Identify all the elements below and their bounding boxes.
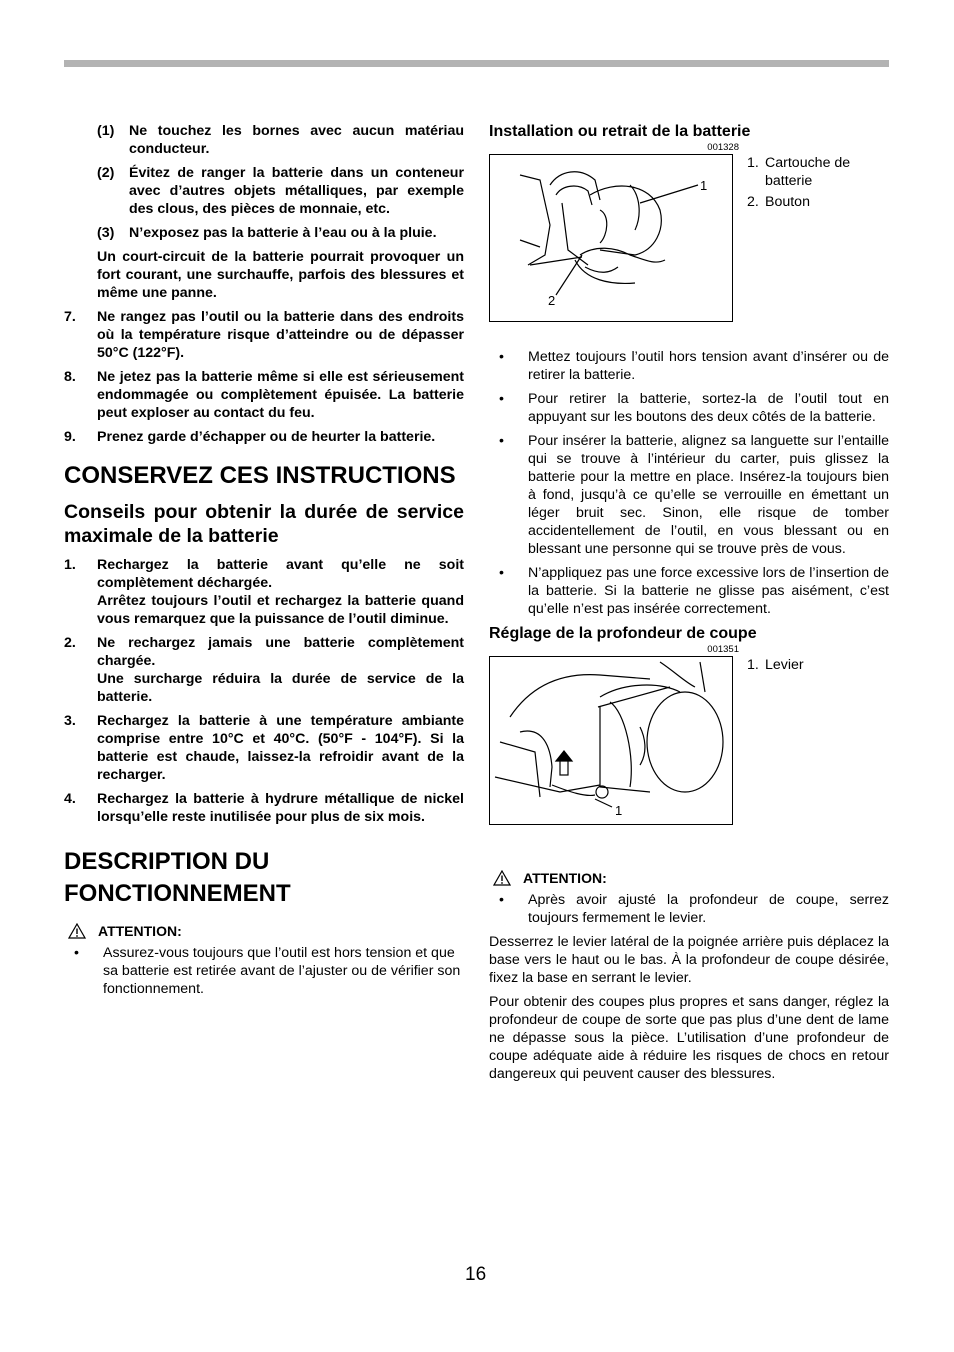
callout-2: 2 <box>548 293 556 308</box>
item-text: Ne rangez pas l’outil ou la batterie dans des endroits où la température risque d’atteindre ou de dépasser 50°C (122°F). <box>97 309 464 361</box>
list-item <box>64 634 464 706</box>
item-text <box>97 634 464 706</box>
warning-icon <box>68 923 86 939</box>
figure-row <box>489 656 889 825</box>
install-heading: Installation ou retrait de la batterie <box>489 123 751 140</box>
legend-number: 2. <box>747 194 759 210</box>
list-item <box>64 368 464 422</box>
bullet-icon: • <box>499 565 504 581</box>
figure-row <box>489 154 889 322</box>
attention-text: ATTENTION: <box>98 923 182 939</box>
list-item <box>64 944 464 998</box>
list-item <box>97 224 464 242</box>
legend-item <box>747 193 875 211</box>
list-item <box>64 556 464 628</box>
figure-code: 001351 <box>707 644 739 655</box>
short-circuit-note: Un court-circuit de la batterie pourrait provoquer un fort courant, une surchauffe, parfois des blessures et même une panne. <box>97 249 464 301</box>
bullet-icon: • <box>499 433 504 449</box>
list-item <box>489 348 889 384</box>
item-number: (2) <box>97 165 115 181</box>
item-text: Rechargez la batterie à une température ambiante comprise entre 10°C et 40°C. (50°F - 104°F). Si la batterie est chaude, laissez-la refroidir avant de la recharger. <box>97 713 464 783</box>
item-text: Assurez-vous toujours que l’outil est hors tension et que sa batterie est retirée avant de l’ajuster ou de vérifier son fonctionnement. <box>103 945 461 997</box>
item-text: Mettez toujours l’outil hors tension avant d’insérer ou de retirer la batterie. <box>528 349 889 383</box>
item-text: Rechargez la batterie à hydrure métallique de nickel lorsqu’elle reste inutilisée pour plus de six mois. <box>97 791 464 825</box>
bullet-icon: • <box>499 892 504 908</box>
bullet-icon: • <box>499 349 504 365</box>
item-number: 9. <box>64 429 76 445</box>
page-number: 16 <box>465 1264 487 1285</box>
item-text: Évitez de ranger la batterie dans un conteneur avec d’autres objets métalliques, par exemple des clous, des pièces de monnaie, etc. <box>129 165 464 217</box>
depth-figure <box>489 656 733 825</box>
callout-1: 1 <box>700 178 708 193</box>
figure-legend <box>747 656 804 825</box>
right-column <box>489 122 889 1089</box>
bullet-icon: • <box>499 391 504 407</box>
paragraph: Pour obtenir des coupes plus propres et sans danger, réglez la profondeur de coupe de sorte que pas plus d’une dent de lame ne dépasse sous la pièce. L’utilisation d’une profondeur de coupe adéquate aide à réduire les risques de chocs en retour dangereux qui peuvent causer des blessures. <box>489 994 889 1082</box>
item-number: (1) <box>97 123 115 139</box>
list-item <box>97 122 464 158</box>
item-text-extra: Arrêtez toujours l’outil et rechargez la batterie quand vous remarquez que la puissance de l’outil diminue. <box>97 593 464 627</box>
heading-conservez: CONSERVEZ CES INSTRUCTIONS <box>64 462 456 489</box>
paragraph: Desserrez le levier latéral de la poignée arrière puis déplacez la base vers le haut ou le bas. À la profondeur de coupe désirée, fixez la base en serrant le levier. <box>489 934 889 986</box>
item-number: 7. <box>64 309 76 325</box>
figure-code: 001328 <box>707 142 739 153</box>
legend-number: 1. <box>747 657 759 673</box>
legend-text: Cartouche de batterie <box>765 155 851 189</box>
figure-legend <box>747 154 875 322</box>
legend-item <box>747 154 875 190</box>
item-number: 4. <box>64 791 76 807</box>
list-item <box>489 891 889 927</box>
legend-text: Levier <box>765 657 804 673</box>
heading-conseils: Conseils pour obtenir la durée de service maximale de la batterie <box>64 501 464 547</box>
warning-icon <box>493 870 511 886</box>
depth-heading: Réglage de la profondeur de coupe <box>489 625 757 642</box>
attention-label <box>493 869 889 887</box>
legend-number: 1. <box>747 155 759 171</box>
list-item <box>489 564 889 618</box>
item-text <box>97 556 464 628</box>
attention-label <box>68 922 464 940</box>
callout-1: 1 <box>615 803 623 818</box>
item-text: Pour insérer la batterie, alignez sa languette sur l’entaille qui se trouve à l’intérieur du carter, puis glissez la batterie pour la mettre en place. Insérez-la toujours bien à fond, jusqu’à ce qu’elle se verrouille en émettant un léger bruit sec. Sinon, elle risque de tomber accidentellement de l’outil, en vous blessant ou en blessant une personne qui se trouve près de vous. <box>528 433 889 557</box>
item-text: N’exposez pas la batterie à l’eau ou à la pluie. <box>129 225 437 241</box>
item-text: N’appliquez pas une force excessive lors de l’insertion de la batterie. Si la batterie ne glisse pas aisément, c’est qu’elle n’est pas insérée correctement. <box>528 565 889 617</box>
battery-illustration <box>490 155 731 320</box>
list-item <box>64 790 464 826</box>
list-item <box>97 164 464 218</box>
list-item <box>64 712 464 784</box>
bullet-icon: • <box>74 945 79 961</box>
heading-description: DESCRIPTION DU FONCTIONNEMENT <box>64 848 291 907</box>
item-text-main: Rechargez la batterie avant qu’elle ne soit complètement déchargée. <box>97 557 464 591</box>
item-text-main: Ne rechargez jamais une batterie complètement chargée. <box>97 635 464 669</box>
attention-text: ATTENTION: <box>523 870 607 886</box>
item-number: 1. <box>64 557 76 573</box>
list-item <box>64 428 464 446</box>
item-number: 2. <box>64 635 76 651</box>
legend-text: Bouton <box>765 194 810 210</box>
left-column <box>64 122 464 1004</box>
battery-figure <box>489 154 733 322</box>
item-text: Prenez garde d’échapper ou de heurter la batterie. <box>97 429 436 445</box>
item-text: Ne touchez les bornes avec aucun matériau conducteur. <box>129 123 464 157</box>
item-text: Ne jetez pas la batterie même si elle est sérieusement endommagée ou complètement épuisée. La batterie peut exploser au contact du feu. <box>97 369 464 421</box>
item-text: Après avoir ajusté la profondeur de coupe, serrez toujours fermement le levier. <box>528 892 889 926</box>
list-item <box>64 308 464 362</box>
item-text-extra: Une surcharge réduira la durée de service de la batterie. <box>97 671 464 705</box>
depth-illustration <box>490 657 731 823</box>
legend-item <box>747 656 804 674</box>
header-rule <box>64 60 889 67</box>
item-number: 3. <box>64 713 76 729</box>
list-item <box>489 390 889 426</box>
item-number: 8. <box>64 369 76 385</box>
item-text: Pour retirer la batterie, sortez-la de l’outil tout en appuyant sur les boutons des deux côtés de la batterie. <box>528 391 889 425</box>
list-item <box>489 432 889 558</box>
item-number: (3) <box>97 225 115 241</box>
